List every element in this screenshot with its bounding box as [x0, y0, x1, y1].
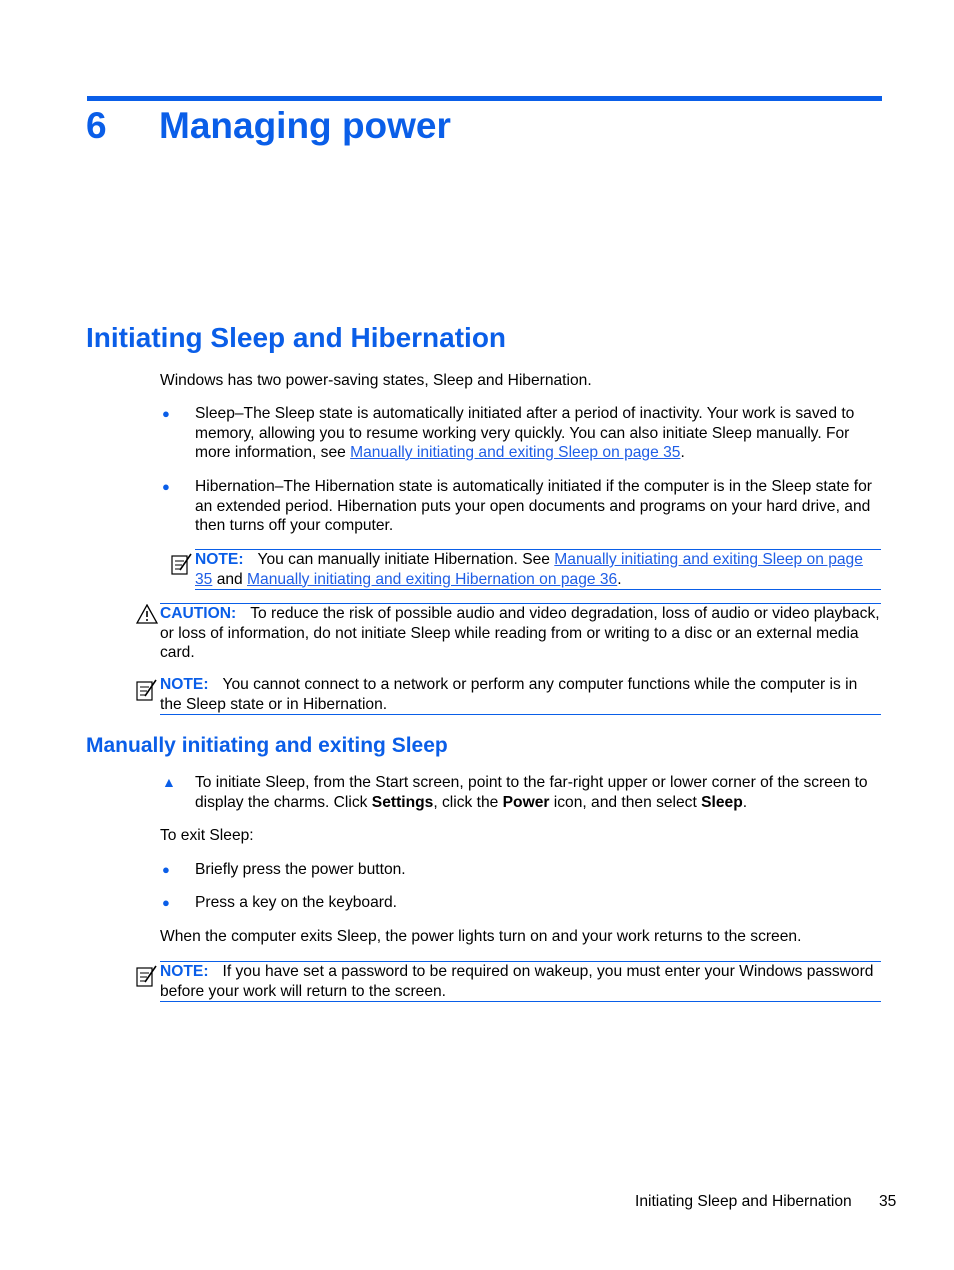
step-item: To initiate Sleep, from the Start screen, point to the far-right upper or lower corner of the screen to display the charms. Click Settings, click the Power icon, and then select Sleep. — [195, 774, 868, 811]
link-sleep-page-35[interactable]: Manually initiating and exiting Sleep on page 35 — [195, 551, 863, 588]
step-triangle-icon: ▲ — [162, 774, 176, 790]
note-box-2: NOTE: You cannot connect to a network or perform any computer functions while the computer is in the Sleep state or in Hibernation. — [160, 675, 881, 715]
page-number: 35 — [879, 1193, 897, 1210]
bullet-icon: ● — [162, 479, 170, 494]
footer-section: Initiating Sleep and Hibernation — [635, 1193, 852, 1210]
caution-icon — [136, 604, 158, 624]
bullet-icon: ● — [162, 406, 170, 421]
bullet-icon: ● — [162, 862, 170, 877]
note-icon — [136, 678, 158, 702]
note-label: NOTE: — [195, 551, 244, 568]
chapter-number: 6 — [86, 105, 107, 146]
caution-box: CAUTION: To reduce the risk of possible audio and video degradation, loss of audio or video playback, or loss of information, do not initiate Sleep while reading from or writing to a disc or an external media card. — [160, 605, 880, 661]
note-box-3: NOTE: If you have set a password to be required on wakeup, you must enter your Windows password before your work will return to the screen. — [160, 961, 881, 1002]
link-hibernation-page-36[interactable]: Manually initiating and exiting Hibernation on page 36 — [247, 570, 618, 588]
exit-intro: To exit Sleep: — [160, 827, 254, 844]
note-label: NOTE: — [160, 963, 209, 980]
intro-paragraph: Windows has two power-saving states, Sleep and Hibernation. — [160, 372, 592, 389]
chapter-heading — [86, 105, 451, 147]
list-item-hibernation: Hibernation–The Hibernation state is automatically initiated if the computer is in the Sleep state for an extended period. Hibernation puts your open documents and programs on your hard drive, and then turns off your computer. — [195, 478, 872, 534]
chapter-title: Managing power — [159, 105, 451, 146]
exit-result: When the computer exits Sleep, the power lights turn on and your work returns to the screen. — [160, 928, 802, 945]
list-item-sleep: Sleep–The Sleep state is automatically initiated after a period of inactivity. Your work is saved to memory, allowing you to resume working very quickly. You can also initiate Sleep manually. For more information, see Manually initiating and exiting Sleep on page 35. — [195, 405, 855, 461]
note-icon — [171, 552, 193, 576]
caution-label: CAUTION: — [160, 605, 237, 622]
list-item: Press a key on the keyboard. — [195, 894, 397, 911]
bullet-icon: ● — [162, 895, 170, 910]
section-title: Initiating Sleep and Hibernation — [86, 322, 507, 353]
chapter-rule — [87, 96, 882, 101]
note-icon — [136, 964, 158, 988]
list-item-text: Sleep–The Sleep state is automatically initiated after a period of inactivity. Your work is saved to memory, allowing you to resume working very quickly. You can also initiate Sleep manually. For more information, see — [195, 405, 855, 461]
note-box-1: NOTE: You can manually initiate Hibernation. See Manually initiating and exiting Sleep on page 35 and Manually initiating and exiting Hibernation on page 36. — [195, 549, 881, 590]
list-item: Briefly press the power button. — [195, 861, 406, 878]
link-sleep-page-35[interactable]: Manually initiating and exiting Sleep on page 35 — [350, 444, 681, 461]
subsection-title: Manually initiating and exiting Sleep — [86, 734, 448, 757]
note-label: NOTE: — [160, 676, 209, 693]
